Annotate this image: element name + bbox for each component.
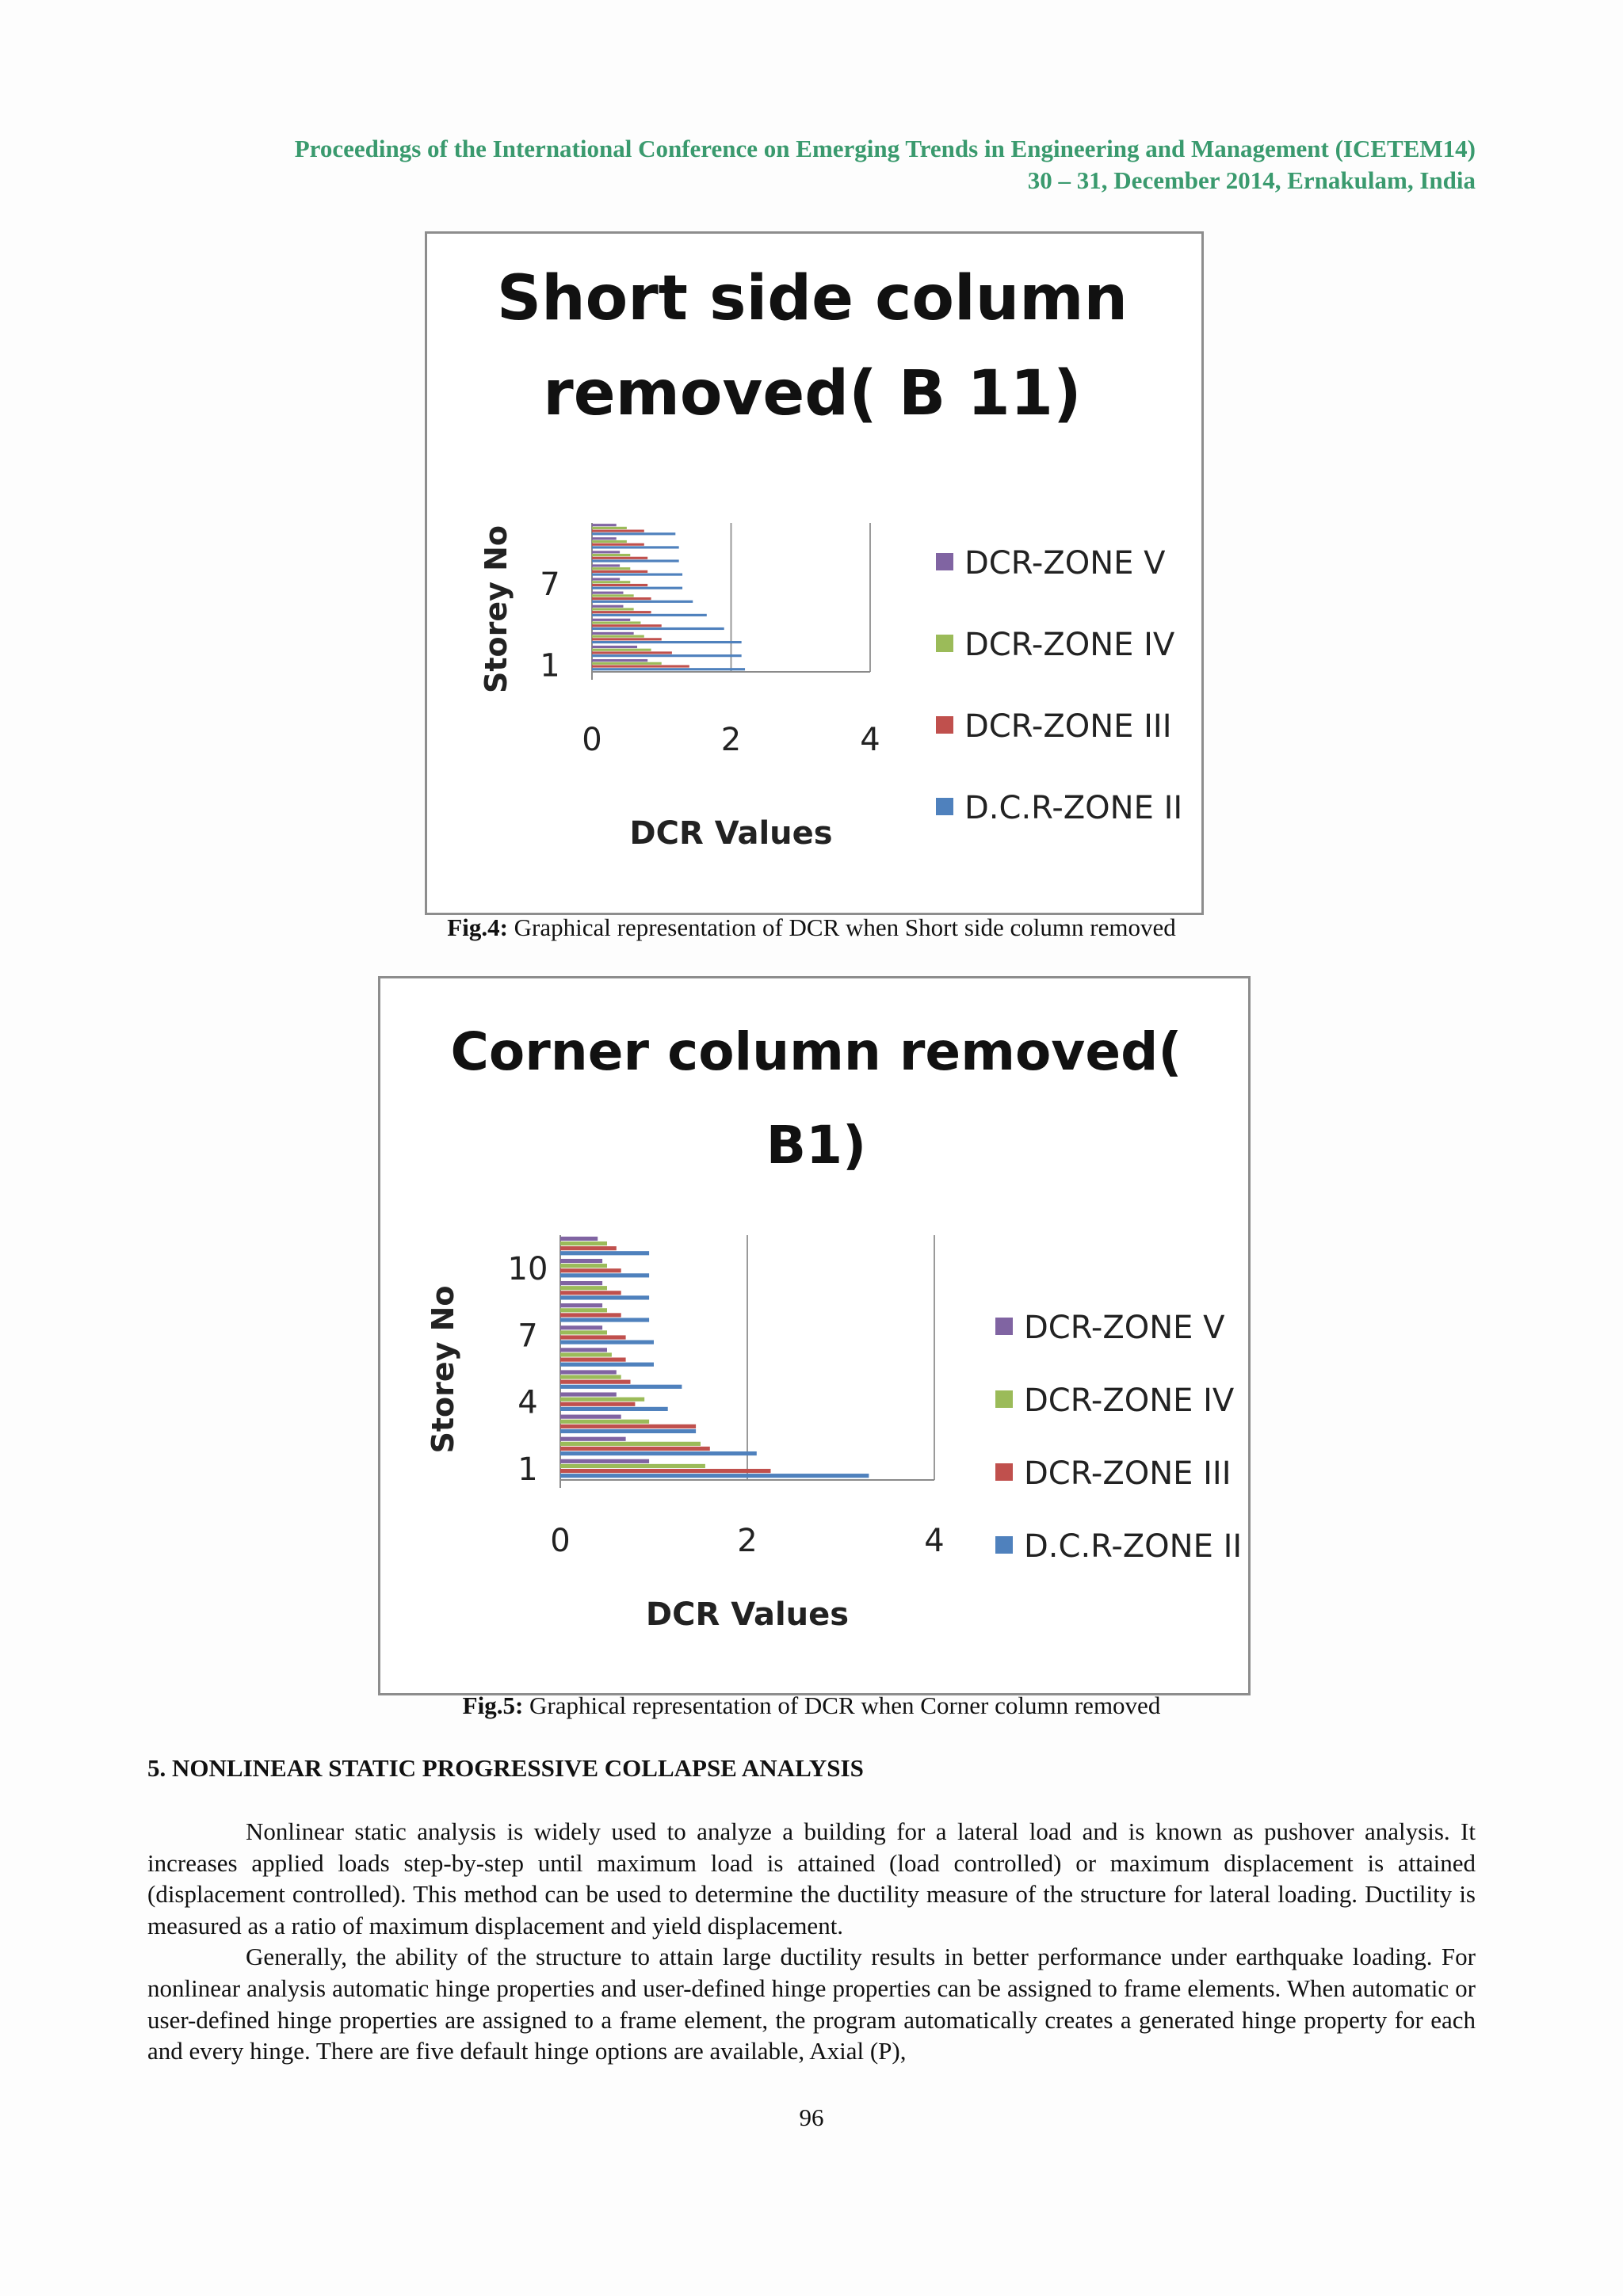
legend-swatch: [936, 716, 953, 734]
paragraph: Generally, the ability of the structure to attain large ductility results in better performance under earthquake loading. For nonlinear analysis automatic hinge properties and user-defined hinge properties can be assigned to frame elements. When automatic or user-defined hinge properties are assigned to a frame element, the program automatically creates a generated hinge property for each and every hinge. There are five default hinge options are available, Axial (P),: [147, 1943, 1476, 2065]
legend-swatch: [995, 1463, 1013, 1481]
figure-5-caption-text: Graphical representation of DCR when Corner column removed: [523, 1691, 1161, 1719]
bar-d-c-r-zone-ii-storey-10: [560, 1273, 649, 1277]
figure-4-caption-text: Graphical representation of DCR when Short side column removed: [507, 913, 1176, 941]
bar-dcr-zone-v-storey-9: [560, 1281, 602, 1285]
bar-dcr-zone-iv-storey-11: [560, 1241, 607, 1245]
figure-5-caption: [158, 1691, 1465, 1720]
bar-dcr-zone-iii-storey-5: [592, 611, 651, 613]
bar-dcr-zone-iv-storey-9: [560, 1286, 607, 1290]
x-axis-label: DCR Values: [629, 815, 833, 852]
bar-d-c-r-zone-ii-storey-1: [560, 1474, 869, 1478]
legend-label: D.C.R-ZONE II: [1024, 1528, 1243, 1565]
y-tick-label: 7: [517, 1318, 538, 1355]
y-tick-label: 4: [517, 1384, 538, 1421]
bar-d-c-r-zone-ii-storey-2: [592, 654, 742, 657]
bar-d-c-r-zone-ii-storey-10: [592, 546, 679, 548]
bar-dcr-zone-iv-storey-1: [592, 662, 662, 665]
bar-dcr-zone-iii-storey-4: [592, 624, 662, 627]
bar-dcr-zone-iii-storey-11: [592, 530, 644, 532]
bar-d-c-r-zone-ii-storey-4: [560, 1407, 668, 1411]
bar-dcr-zone-v-storey-9: [592, 551, 620, 553]
figure-5-label: Fig.5:: [462, 1691, 524, 1719]
bar-dcr-zone-iv-storey-7: [560, 1330, 607, 1334]
legend-swatch: [936, 798, 953, 815]
bar-dcr-zone-v-storey-5: [560, 1370, 617, 1374]
conference-header-line2: 30 – 31, December 2014, Ernakulam, India: [1027, 166, 1476, 194]
bar-d-c-r-zone-ii-storey-6: [592, 601, 693, 603]
x-tick-label: 0: [550, 1523, 571, 1559]
bar-dcr-zone-v-storey-11: [560, 1237, 598, 1241]
bar-dcr-zone-iii-storey-4: [560, 1402, 635, 1406]
bar-dcr-zone-iii-storey-10: [592, 543, 644, 546]
bar-dcr-zone-iii-storey-10: [560, 1268, 621, 1272]
bar-dcr-zone-v-storey-3: [592, 632, 634, 635]
bar-d-c-r-zone-ii-storey-2: [560, 1451, 757, 1455]
bar-dcr-zone-v-storey-7: [560, 1325, 602, 1329]
bar-dcr-zone-iv-storey-11: [592, 527, 627, 529]
figure-5-chart: [378, 976, 1251, 1695]
bar-dcr-zone-iv-storey-1: [560, 1464, 705, 1468]
bar-dcr-zone-iii-storey-1: [560, 1469, 771, 1473]
bar-dcr-zone-v-storey-5: [592, 605, 623, 608]
bar-d-c-r-zone-ii-storey-8: [592, 574, 682, 576]
bar-dcr-zone-iii-storey-6: [560, 1358, 626, 1362]
y-axis-label: Storey No: [479, 524, 514, 694]
x-tick-label: 2: [737, 1523, 758, 1559]
bar-d-c-r-zone-ii-storey-7: [592, 587, 682, 589]
conference-header-line1: Proceedings of the International Conference on Emerging Trends in Engineering and Management (ICETEM14): [294, 135, 1476, 162]
x-tick-label: 4: [860, 722, 880, 758]
bar-dcr-zone-iii-storey-7: [560, 1335, 626, 1339]
bar-dcr-zone-v-storey-2: [560, 1437, 626, 1441]
bar-dcr-zone-v-storey-10: [592, 537, 617, 540]
bar-dcr-zone-iii-storey-3: [592, 638, 662, 640]
legend-swatch: [936, 635, 953, 652]
bar-dcr-zone-iv-storey-2: [592, 649, 651, 651]
chart-title-line: removed( B 11): [543, 358, 1082, 429]
chart-title-line: B1): [766, 1115, 867, 1176]
legend-label: DCR-ZONE III: [1024, 1455, 1232, 1492]
bar-dcr-zone-iii-storey-7: [592, 584, 647, 586]
bar-d-c-r-zone-ii-storey-11: [560, 1251, 649, 1255]
y-axis-label: Storey No: [426, 1285, 460, 1454]
legend-label: DCR-ZONE V: [964, 545, 1166, 582]
x-axis-label: DCR Values: [645, 1596, 850, 1633]
y-tick-label: 1: [540, 647, 560, 685]
bar-d-c-r-zone-ii-storey-5: [560, 1385, 682, 1389]
bar-dcr-zone-v-storey-2: [592, 646, 637, 648]
bar-dcr-zone-iii-storey-3: [560, 1425, 696, 1428]
bar-dcr-zone-v-storey-11: [592, 524, 617, 526]
bar-dcr-zone-iv-storey-7: [592, 581, 630, 583]
legend-label: DCR-ZONE III: [964, 708, 1172, 745]
bar-dcr-zone-iv-storey-3: [592, 635, 644, 638]
bar-dcr-zone-v-storey-6: [560, 1348, 607, 1352]
bar-d-c-r-zone-ii-storey-5: [592, 614, 707, 616]
section-body: [147, 1816, 1476, 2067]
bar-dcr-zone-iv-storey-4: [560, 1398, 644, 1402]
paragraph: Nonlinear static analysis is widely used to analyze a building for a lateral load and is known as pushover analysis. It increases applied loads step-by-step until maximum load is attained (load controlled) or maximum displacement is attained (displacement controlled). This method can be used to determine the ductility measure of the structure for lateral loading. Ductility is measured as a ratio of maximum displacement and yield displacement.: [147, 1817, 1476, 1939]
x-tick-label: 4: [924, 1523, 945, 1559]
bar-dcr-zone-iv-storey-5: [592, 608, 634, 610]
legend-swatch: [995, 1536, 1013, 1554]
bar-dcr-zone-v-storey-4: [592, 619, 630, 621]
bar-dcr-zone-iii-storey-2: [592, 651, 672, 654]
bar-dcr-zone-v-storey-8: [592, 564, 620, 566]
bar-dcr-zone-v-storey-1: [592, 659, 647, 662]
bar-dcr-zone-iii-storey-11: [560, 1246, 617, 1250]
legend-swatch: [936, 553, 953, 570]
bar-dcr-zone-iii-storey-8: [592, 570, 647, 573]
x-tick-label: 0: [582, 722, 602, 758]
bar-dcr-zone-iii-storey-9: [560, 1291, 621, 1295]
bar-dcr-zone-v-storey-7: [592, 578, 620, 580]
legend-swatch: [995, 1390, 1013, 1408]
bar-dcr-zone-iv-storey-4: [592, 621, 640, 624]
y-tick-label: 1: [517, 1451, 538, 1488]
bar-d-c-r-zone-ii-storey-11: [592, 532, 675, 535]
bar-dcr-zone-iii-storey-1: [592, 665, 689, 667]
bar-dcr-zone-v-storey-1: [560, 1459, 649, 1463]
bar-dcr-zone-v-storey-6: [592, 592, 623, 594]
page-number: 96: [799, 2103, 824, 2131]
chart-title-line: Short side column: [496, 263, 1128, 334]
short-side-column-chart: [427, 234, 1201, 913]
bar-dcr-zone-iv-storey-5: [560, 1375, 621, 1379]
bar-dcr-zone-iii-storey-9: [592, 557, 647, 559]
figure-4-caption: [158, 913, 1465, 942]
bar-d-c-r-zone-ii-storey-6: [560, 1363, 654, 1367]
bar-d-c-r-zone-ii-storey-7: [560, 1341, 654, 1344]
legend-label: DCR-ZONE IV: [1024, 1383, 1235, 1419]
chart-title-line: Corner column removed(: [450, 1021, 1182, 1082]
bar-d-c-r-zone-ii-storey-1: [592, 668, 745, 670]
bar-d-c-r-zone-ii-storey-3: [560, 1429, 696, 1433]
y-tick-label: 7: [540, 566, 560, 603]
bar-dcr-zone-v-storey-10: [560, 1259, 602, 1263]
conference-header: [143, 133, 1476, 196]
legend-label: DCR-ZONE V: [1024, 1310, 1225, 1346]
bar-dcr-zone-iv-storey-10: [560, 1264, 607, 1268]
bar-dcr-zone-iv-storey-9: [592, 554, 630, 556]
bar-dcr-zone-v-storey-8: [560, 1303, 602, 1307]
y-tick-label: 10: [507, 1251, 548, 1288]
bar-dcr-zone-iv-storey-10: [592, 540, 627, 543]
bar-d-c-r-zone-ii-storey-8: [560, 1318, 649, 1322]
figure-4-label: Fig.4:: [447, 913, 508, 941]
bar-dcr-zone-iii-storey-8: [560, 1313, 621, 1317]
bar-dcr-zone-iv-storey-2: [560, 1442, 701, 1446]
bar-d-c-r-zone-ii-storey-4: [592, 627, 724, 630]
bar-dcr-zone-iii-storey-2: [560, 1447, 710, 1451]
bar-dcr-zone-v-storey-4: [560, 1392, 617, 1396]
bar-d-c-r-zone-ii-storey-9: [592, 559, 679, 562]
bar-dcr-zone-iii-storey-6: [592, 597, 651, 600]
x-tick-label: 2: [720, 722, 742, 758]
figure-4-chart: [425, 231, 1204, 915]
bar-dcr-zone-iv-storey-6: [560, 1352, 612, 1356]
bar-d-c-r-zone-ii-storey-3: [592, 641, 742, 643]
legend-label: D.C.R-ZONE II: [964, 790, 1183, 826]
bar-d-c-r-zone-ii-storey-9: [560, 1295, 649, 1299]
bar-dcr-zone-iv-storey-8: [592, 567, 630, 570]
legend-label: DCR-ZONE IV: [964, 627, 1175, 663]
corner-column-chart: [380, 978, 1248, 1693]
section-heading: 5. NONLINEAR STATIC PROGRESSIVE COLLAPSE ANALYSIS: [147, 1754, 864, 1782]
bar-dcr-zone-iv-storey-8: [560, 1308, 607, 1312]
bar-dcr-zone-v-storey-3: [560, 1415, 621, 1419]
bar-dcr-zone-iv-storey-3: [560, 1420, 649, 1424]
bar-dcr-zone-iii-storey-5: [560, 1380, 631, 1384]
legend-swatch: [995, 1318, 1013, 1335]
bar-dcr-zone-iv-storey-6: [592, 594, 634, 597]
